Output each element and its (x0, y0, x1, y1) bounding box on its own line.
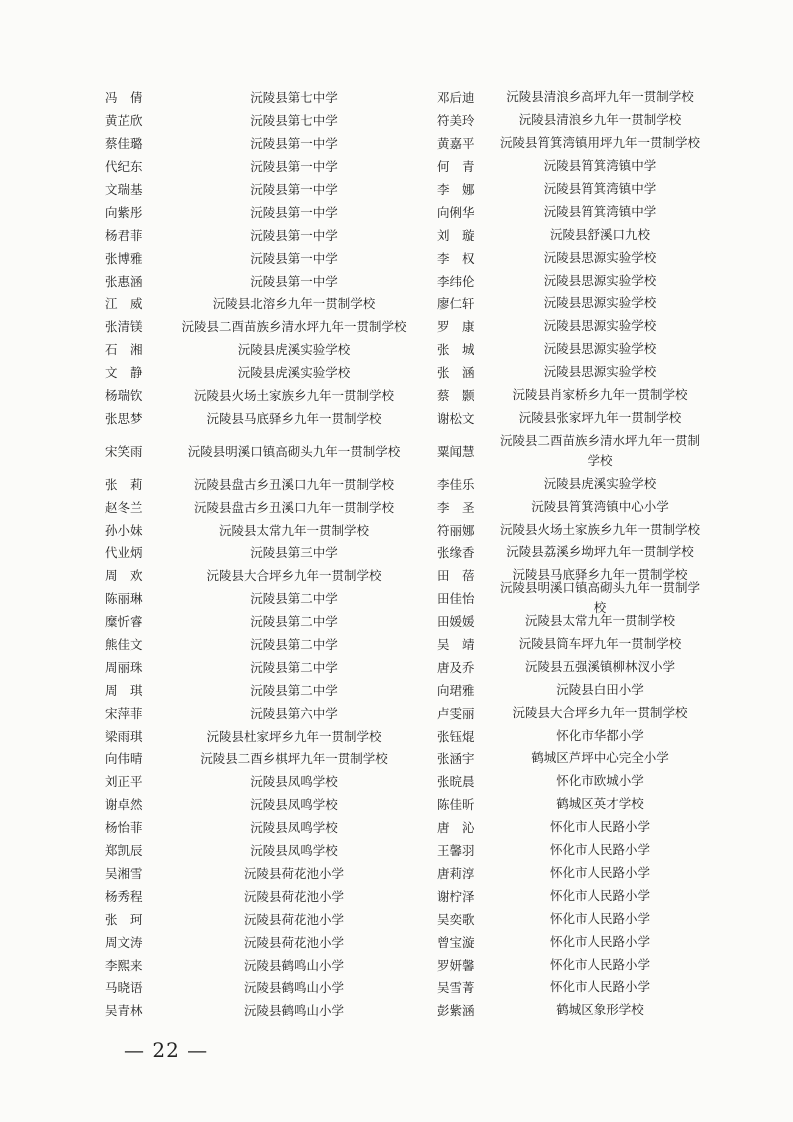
left-name: 张思梦 (105, 410, 143, 426)
right-name: 罗妍馨 (437, 957, 475, 973)
right-school: 沅陵县思源实验学校 (543, 272, 657, 288)
left-school: 沅陵县第三中学 (250, 545, 338, 561)
right-name: 蔡 颢 (437, 388, 475, 404)
right-school: 沅陵县筲箕湾镇中学 (543, 181, 657, 196)
right-name: 符丽娜 (437, 522, 475, 538)
list-row (0, 518, 793, 541)
right-name: 彭紫涵 (437, 1003, 475, 1019)
right-school: 沅陵县筲箕湾镇中学 (543, 203, 657, 219)
right-school: 沅陵县思源实验学校 (543, 318, 657, 334)
left-name: 周丽珠 (105, 659, 143, 675)
left-name: 代业炳 (105, 545, 143, 561)
right-school: 怀化市人民路小学 (549, 956, 650, 972)
right-school: 怀化市人民路小学 (549, 842, 650, 858)
list-row (0, 770, 793, 793)
left-school: 沅陵县凤鸣学校 (250, 820, 338, 836)
left-name: 杨怡菲 (105, 820, 143, 836)
list-row (0, 816, 793, 839)
right-school: 鹤城区芦坪中心完全小学 (531, 750, 669, 766)
right-school: 沅陵县思源实验学校 (543, 364, 657, 380)
list-row (0, 610, 793, 633)
left-name: 赵冬兰 (105, 499, 143, 515)
left-school: 沅陵县第一中学 (250, 250, 338, 266)
right-school: 鹤城区象形学校 (556, 1002, 644, 1018)
left-name: 熊佳文 (105, 637, 143, 653)
left-name: 梁雨琪 (105, 728, 143, 744)
right-name: 邓后迪 (437, 90, 475, 106)
left-school: 沅陵县北溶乡九年一贯制学校 (212, 296, 376, 312)
right-name: 吴奕歌 (437, 911, 475, 927)
right-school: 沅陵县筲箕湾镇用坪九年一贯制学校 (499, 135, 700, 151)
right-name: 粟闻慧 (437, 443, 475, 459)
left-school: 沅陵县第一中学 (250, 204, 338, 220)
right-school: 沅陵县思源实验学校 (543, 341, 657, 357)
right-school: 沅陵县五强溪镇柳林汊小学 (524, 658, 675, 674)
left-name: 李熙来 (105, 957, 143, 973)
list-row (0, 200, 793, 223)
right-name: 刘 璇 (437, 227, 475, 243)
left-school: 沅陵县第二中学 (250, 659, 338, 675)
right-school: 怀化市人民路小学 (549, 864, 650, 880)
left-name: 黄芷欣 (105, 113, 143, 129)
left-school: 沅陵县盘古乡丑溪口九年一贯制学校 (193, 476, 394, 492)
list-row (0, 86, 793, 109)
list-row (0, 338, 793, 361)
right-school: 沅陵县筒车坪九年一贯制学校 (518, 636, 682, 652)
left-name: 张 珂 (105, 911, 143, 927)
right-name: 向俐华 (437, 204, 475, 220)
left-school: 沅陵县虎溪实验学校 (237, 342, 351, 358)
right-name: 李 圣 (437, 499, 475, 515)
list-row (0, 269, 793, 292)
list-row (0, 384, 793, 407)
list-row (0, 701, 793, 724)
left-school: 沅陵县第一中学 (250, 159, 338, 175)
right-name: 张钰焜 (437, 728, 475, 744)
list-row (0, 907, 793, 930)
left-school: 沅陵县第二中学 (250, 591, 338, 607)
left-school: 沅陵县二酉乡棋坪九年一贯制学校 (200, 751, 388, 767)
left-name: 张清镁 (105, 319, 143, 335)
left-name: 谢卓然 (105, 797, 143, 813)
left-name: 杨秀程 (105, 888, 143, 904)
right-school: 沅陵县张家坪九年一贯制学校 (518, 409, 682, 425)
right-name: 张 城 (437, 342, 475, 358)
right-name: 张涵宇 (437, 751, 475, 767)
list-row (0, 495, 793, 518)
right-name: 张 涵 (437, 365, 475, 381)
list-row (0, 178, 793, 201)
right-name: 王馨羽 (437, 843, 475, 859)
right-school: 沅陵县荔溪乡坳坪九年一贯制学校 (506, 544, 694, 560)
left-name: 马晓语 (105, 980, 143, 996)
list-row (0, 109, 793, 132)
right-name: 谢松文 (437, 410, 475, 426)
left-school: 沅陵县凤鸣学校 (250, 843, 338, 859)
left-name: 代纪东 (105, 159, 143, 175)
left-school: 沅陵县大合坪乡九年一贯制学校 (206, 568, 382, 584)
right-school: 沅陵县二酉苗族乡清水坪九年一贯制学校 (499, 432, 700, 468)
right-school: 沅陵县大合坪乡九年一贯制学校 (512, 704, 688, 720)
right-school: 沅陵县清浪乡高坪九年一贯制学校 (506, 89, 694, 105)
list-row (0, 862, 793, 885)
right-name: 李佳乐 (437, 476, 475, 492)
right-school: 怀化市华都小学 (556, 727, 644, 743)
list-row (0, 633, 793, 656)
right-name: 李纬伦 (437, 273, 475, 289)
left-name: 杨君菲 (105, 227, 143, 243)
right-name: 李 权 (437, 250, 475, 266)
name-list (0, 86, 793, 1022)
right-name: 田媛媛 (437, 614, 475, 630)
right-name: 张缘香 (437, 545, 475, 561)
left-school: 沅陵县第二中学 (250, 614, 338, 630)
left-name: 文 静 (105, 365, 143, 381)
list-row (0, 839, 793, 862)
right-name: 何 青 (437, 159, 475, 175)
left-school: 沅陵县荷花池小学 (243, 888, 344, 904)
right-school: 沅陵县虎溪实验学校 (543, 475, 657, 491)
right-school: 怀化市人民路小学 (549, 933, 650, 949)
list-row (0, 132, 793, 155)
list-row (0, 246, 793, 269)
left-name: 孙小妹 (105, 522, 143, 538)
list-row (0, 724, 793, 747)
right-name: 陈佳昕 (437, 797, 475, 813)
right-name: 田 蓓 (437, 568, 475, 584)
right-school: 沅陵县舒溪口九校 (549, 226, 650, 242)
left-school: 沅陵县杜家坪乡九年一贯制学校 (206, 728, 382, 744)
left-school: 沅陵县凤鸣学校 (250, 774, 338, 790)
left-school: 沅陵县虎溪实验学校 (237, 365, 351, 381)
right-school: 沅陵县筲箕湾镇中学 (543, 158, 657, 174)
left-school: 沅陵县第六中学 (250, 705, 338, 721)
left-name: 向紫彤 (105, 204, 143, 220)
right-name: 曾宝漩 (437, 934, 475, 950)
right-name: 张晥晨 (437, 774, 475, 790)
right-school: 沅陵县思源实验学校 (543, 295, 657, 311)
list-row (0, 472, 793, 495)
list-row (0, 541, 793, 564)
right-name: 吴 靖 (437, 637, 475, 653)
left-school: 沅陵县第七中学 (250, 113, 338, 129)
left-name: 张 莉 (105, 476, 143, 492)
left-name: 刘正平 (105, 774, 143, 790)
right-school: 沅陵县火场土家族乡九年一贯制学校 (499, 521, 700, 537)
left-name: 郑凯辰 (105, 843, 143, 859)
list-row (0, 361, 793, 384)
left-name: 糜忻睿 (105, 614, 143, 630)
left-school: 沅陵县盘古乡丑溪口九年一贯制学校 (193, 499, 394, 515)
left-school: 沅陵县荷花池小学 (243, 865, 344, 881)
right-name: 李 娜 (437, 182, 475, 197)
left-name: 周 琪 (105, 682, 143, 698)
list-row (0, 953, 793, 976)
list-row (0, 406, 793, 429)
left-school: 沅陵县鹤鸣山小学 (243, 1003, 344, 1019)
left-name: 吴青林 (105, 1003, 143, 1019)
list-row (0, 930, 793, 953)
right-name: 谢柠泽 (437, 888, 475, 904)
right-school: 鹤城区英才学校 (556, 796, 644, 812)
right-school: 怀化市人民路小学 (549, 910, 650, 926)
left-school: 沅陵县第一中学 (250, 182, 338, 197)
left-school: 沅陵县第一中学 (250, 227, 338, 243)
left-name: 文瑞基 (105, 182, 143, 197)
left-school: 沅陵县鹤鸣山小学 (243, 980, 344, 996)
left-name: 宋笑雨 (105, 443, 143, 459)
right-name: 黄嘉平 (437, 136, 475, 152)
left-name: 石 湘 (105, 342, 143, 358)
right-school: 怀化市人民路小学 (549, 979, 650, 995)
left-school: 沅陵县第一中学 (250, 273, 338, 289)
right-school: 沅陵县肖家桥乡九年一贯制学校 (512, 387, 688, 403)
right-name: 符美玲 (437, 113, 475, 129)
left-school: 沅陵县火场土家族乡九年一贯制学校 (193, 388, 394, 404)
list-row (0, 292, 793, 315)
left-school: 沅陵县第二中学 (250, 682, 338, 698)
left-name: 张博雅 (105, 250, 143, 266)
list-row (0, 580, 793, 616)
left-name: 张惠涵 (105, 273, 143, 289)
right-name: 田佳怡 (437, 591, 475, 607)
list-row (0, 999, 793, 1022)
left-school: 沅陵县荷花池小学 (243, 911, 344, 927)
left-name: 陈丽琳 (105, 591, 143, 607)
left-school: 沅陵县荷花池小学 (243, 934, 344, 950)
left-name: 向伟晴 (105, 751, 143, 767)
right-name: 向珺雅 (437, 682, 475, 698)
left-school: 沅陵县明溪口镇高砌头九年一贯制学校 (187, 443, 401, 459)
left-name: 吴湘雪 (105, 865, 143, 881)
right-school: 沅陵县白田小学 (556, 681, 644, 697)
right-name: 卢雯丽 (437, 705, 475, 721)
left-name: 蔡佳璐 (105, 136, 143, 152)
left-name: 杨瑞钦 (105, 388, 143, 404)
list-row (0, 315, 793, 338)
left-name: 冯 倩 (105, 90, 143, 106)
right-school: 沅陵县太常九年一贯制学校 (524, 613, 675, 629)
right-name: 廖仁轩 (437, 296, 475, 312)
left-school: 沅陵县二酉苗族乡清水坪九年一贯制学校 (181, 319, 407, 335)
right-name: 唐 沁 (437, 820, 475, 836)
list-row (0, 976, 793, 999)
left-name: 江 威 (105, 296, 143, 312)
list-row (0, 655, 793, 678)
list-row (0, 678, 793, 701)
left-school: 沅陵县马底驿乡九年一贯制学校 (206, 410, 382, 426)
right-name: 唐莉淳 (437, 865, 475, 881)
page-number: — 22 — (124, 1038, 209, 1062)
left-school: 沅陵县第一中学 (250, 136, 338, 152)
left-school: 沅陵县太常九年一贯制学校 (218, 522, 369, 538)
right-school: 怀化市人民路小学 (549, 887, 650, 903)
left-school: 沅陵县凤鸣学校 (250, 797, 338, 813)
right-name: 罗 康 (437, 319, 475, 335)
list-row (0, 793, 793, 816)
right-school: 沅陵县思源实验学校 (543, 249, 657, 265)
left-name: 宋萍菲 (105, 705, 143, 721)
right-school: 沅陵县筲箕湾镇中心小学 (531, 498, 669, 514)
list-row (0, 429, 793, 472)
left-school: 沅陵县第七中学 (250, 90, 338, 106)
left-school: 沅陵县第二中学 (250, 637, 338, 653)
list-row (0, 884, 793, 907)
left-name: 周文涛 (105, 934, 143, 950)
right-name: 吴雪菁 (437, 980, 475, 996)
left-school: 沅陵县鹤鸣山小学 (243, 957, 344, 973)
left-name: 周 欢 (105, 568, 143, 584)
list-row (0, 223, 793, 246)
right-name: 唐及乔 (437, 659, 475, 675)
right-school: 怀化市人民路小学 (549, 819, 650, 835)
right-school: 沅陵县明溪口镇高砌头九年一贯制学校 (499, 580, 700, 616)
right-school: 沅陵县清浪乡九年一贯制学校 (518, 112, 682, 128)
list-row (0, 155, 793, 178)
right-school: 怀化市欧城小学 (556, 773, 644, 789)
right-school: 沅陵县马底驿乡九年一贯制学校 (512, 567, 688, 583)
list-row (0, 747, 793, 770)
